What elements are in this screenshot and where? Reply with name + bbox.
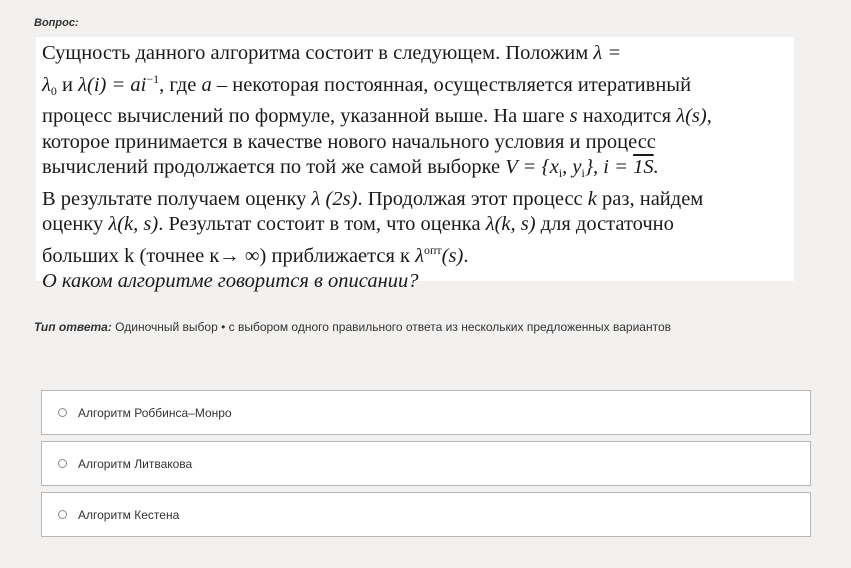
answer-option-label: Алгоритм Литвакова [78, 456, 193, 471]
answer-type-value: Одиночный выбор • с выбором одного правильного ответа из нескольких предложенных вариантов [111, 320, 672, 334]
math-span: V = {x [505, 156, 559, 178]
text-span: для достаточно [535, 213, 674, 235]
text-span: больших k (точнее к→ ∞) приближается к [42, 244, 416, 267]
text-span: , [706, 105, 712, 127]
math-span: λ [415, 244, 424, 267]
text-span: . [463, 244, 469, 267]
answer-option-label: Алгоритм Роббинса–Монро [78, 405, 232, 420]
text-span: вычислений продолжается по той же самой выборке [42, 156, 506, 178]
math-span: 1S [633, 156, 654, 178]
math-span: s [569, 105, 578, 127]
question-line [42, 212, 788, 238]
question-line [42, 104, 788, 130]
answer-type [34, 320, 671, 334]
text-span: . Результат состоит в том, что оценка [158, 213, 486, 235]
question-line [42, 67, 788, 105]
subscript: 0 [50, 83, 57, 98]
math-span: λ(i) = ai [78, 73, 147, 96]
answer-option-label: Алгоритм Кестена [78, 507, 180, 522]
superscript: −1 [146, 71, 160, 86]
question-prompt: О каком алгоритме говорится в описании? [42, 270, 419, 292]
subscript: i [581, 166, 585, 180]
radio-button[interactable] [58, 510, 67, 519]
text-span: раз, найдем [596, 187, 704, 210]
text-span: находится [577, 105, 677, 127]
radio-button[interactable] [58, 408, 67, 417]
question-line [42, 41, 788, 67]
math-span: λ (2s) [311, 187, 358, 210]
math-span: λ(k, s) [485, 213, 536, 235]
math-span: λ = [593, 42, 622, 64]
radio-button[interactable] [58, 459, 67, 468]
math-span: k [587, 187, 597, 210]
math-span: . [653, 156, 659, 178]
math-span: a [201, 73, 212, 96]
question-line [42, 238, 788, 270]
math-span: }, i = [584, 156, 634, 178]
question-line [42, 155, 788, 187]
text-span: В результате получаем оценку [42, 187, 312, 210]
question-text-box [36, 37, 794, 292]
question-line: которое принимается в качестве нового начального условия и процесс [42, 130, 656, 153]
math-span: (s) [441, 244, 464, 267]
math-span: λ [42, 73, 51, 96]
math-span: , y [562, 156, 582, 178]
answer-type-label: Тип ответа: [34, 320, 112, 334]
math-span: λ(s) [676, 105, 707, 127]
answer-option[interactable] [41, 390, 811, 435]
text-span: оценку [42, 213, 109, 235]
text-span: Сущность данного алгоритма состоит в следующем. Положим [42, 42, 594, 64]
subscript: i [558, 166, 563, 180]
question-label: Вопрос: [34, 17, 79, 29]
question-line [42, 187, 788, 213]
superscript: опт [424, 242, 442, 257]
text-span: и [56, 73, 79, 96]
text-span: , где [159, 73, 202, 96]
text-span: процесс вычислений по формуле, указанной выше. На шаге [42, 105, 570, 127]
answer-option[interactable] [41, 492, 811, 537]
text-span: – некоторая постоянная, осуществляется итеративный [211, 73, 692, 96]
text-span: . Продолжая этот процесс [357, 187, 588, 210]
answer-option[interactable] [41, 441, 811, 486]
math-span: λ(k, s) [108, 213, 159, 235]
